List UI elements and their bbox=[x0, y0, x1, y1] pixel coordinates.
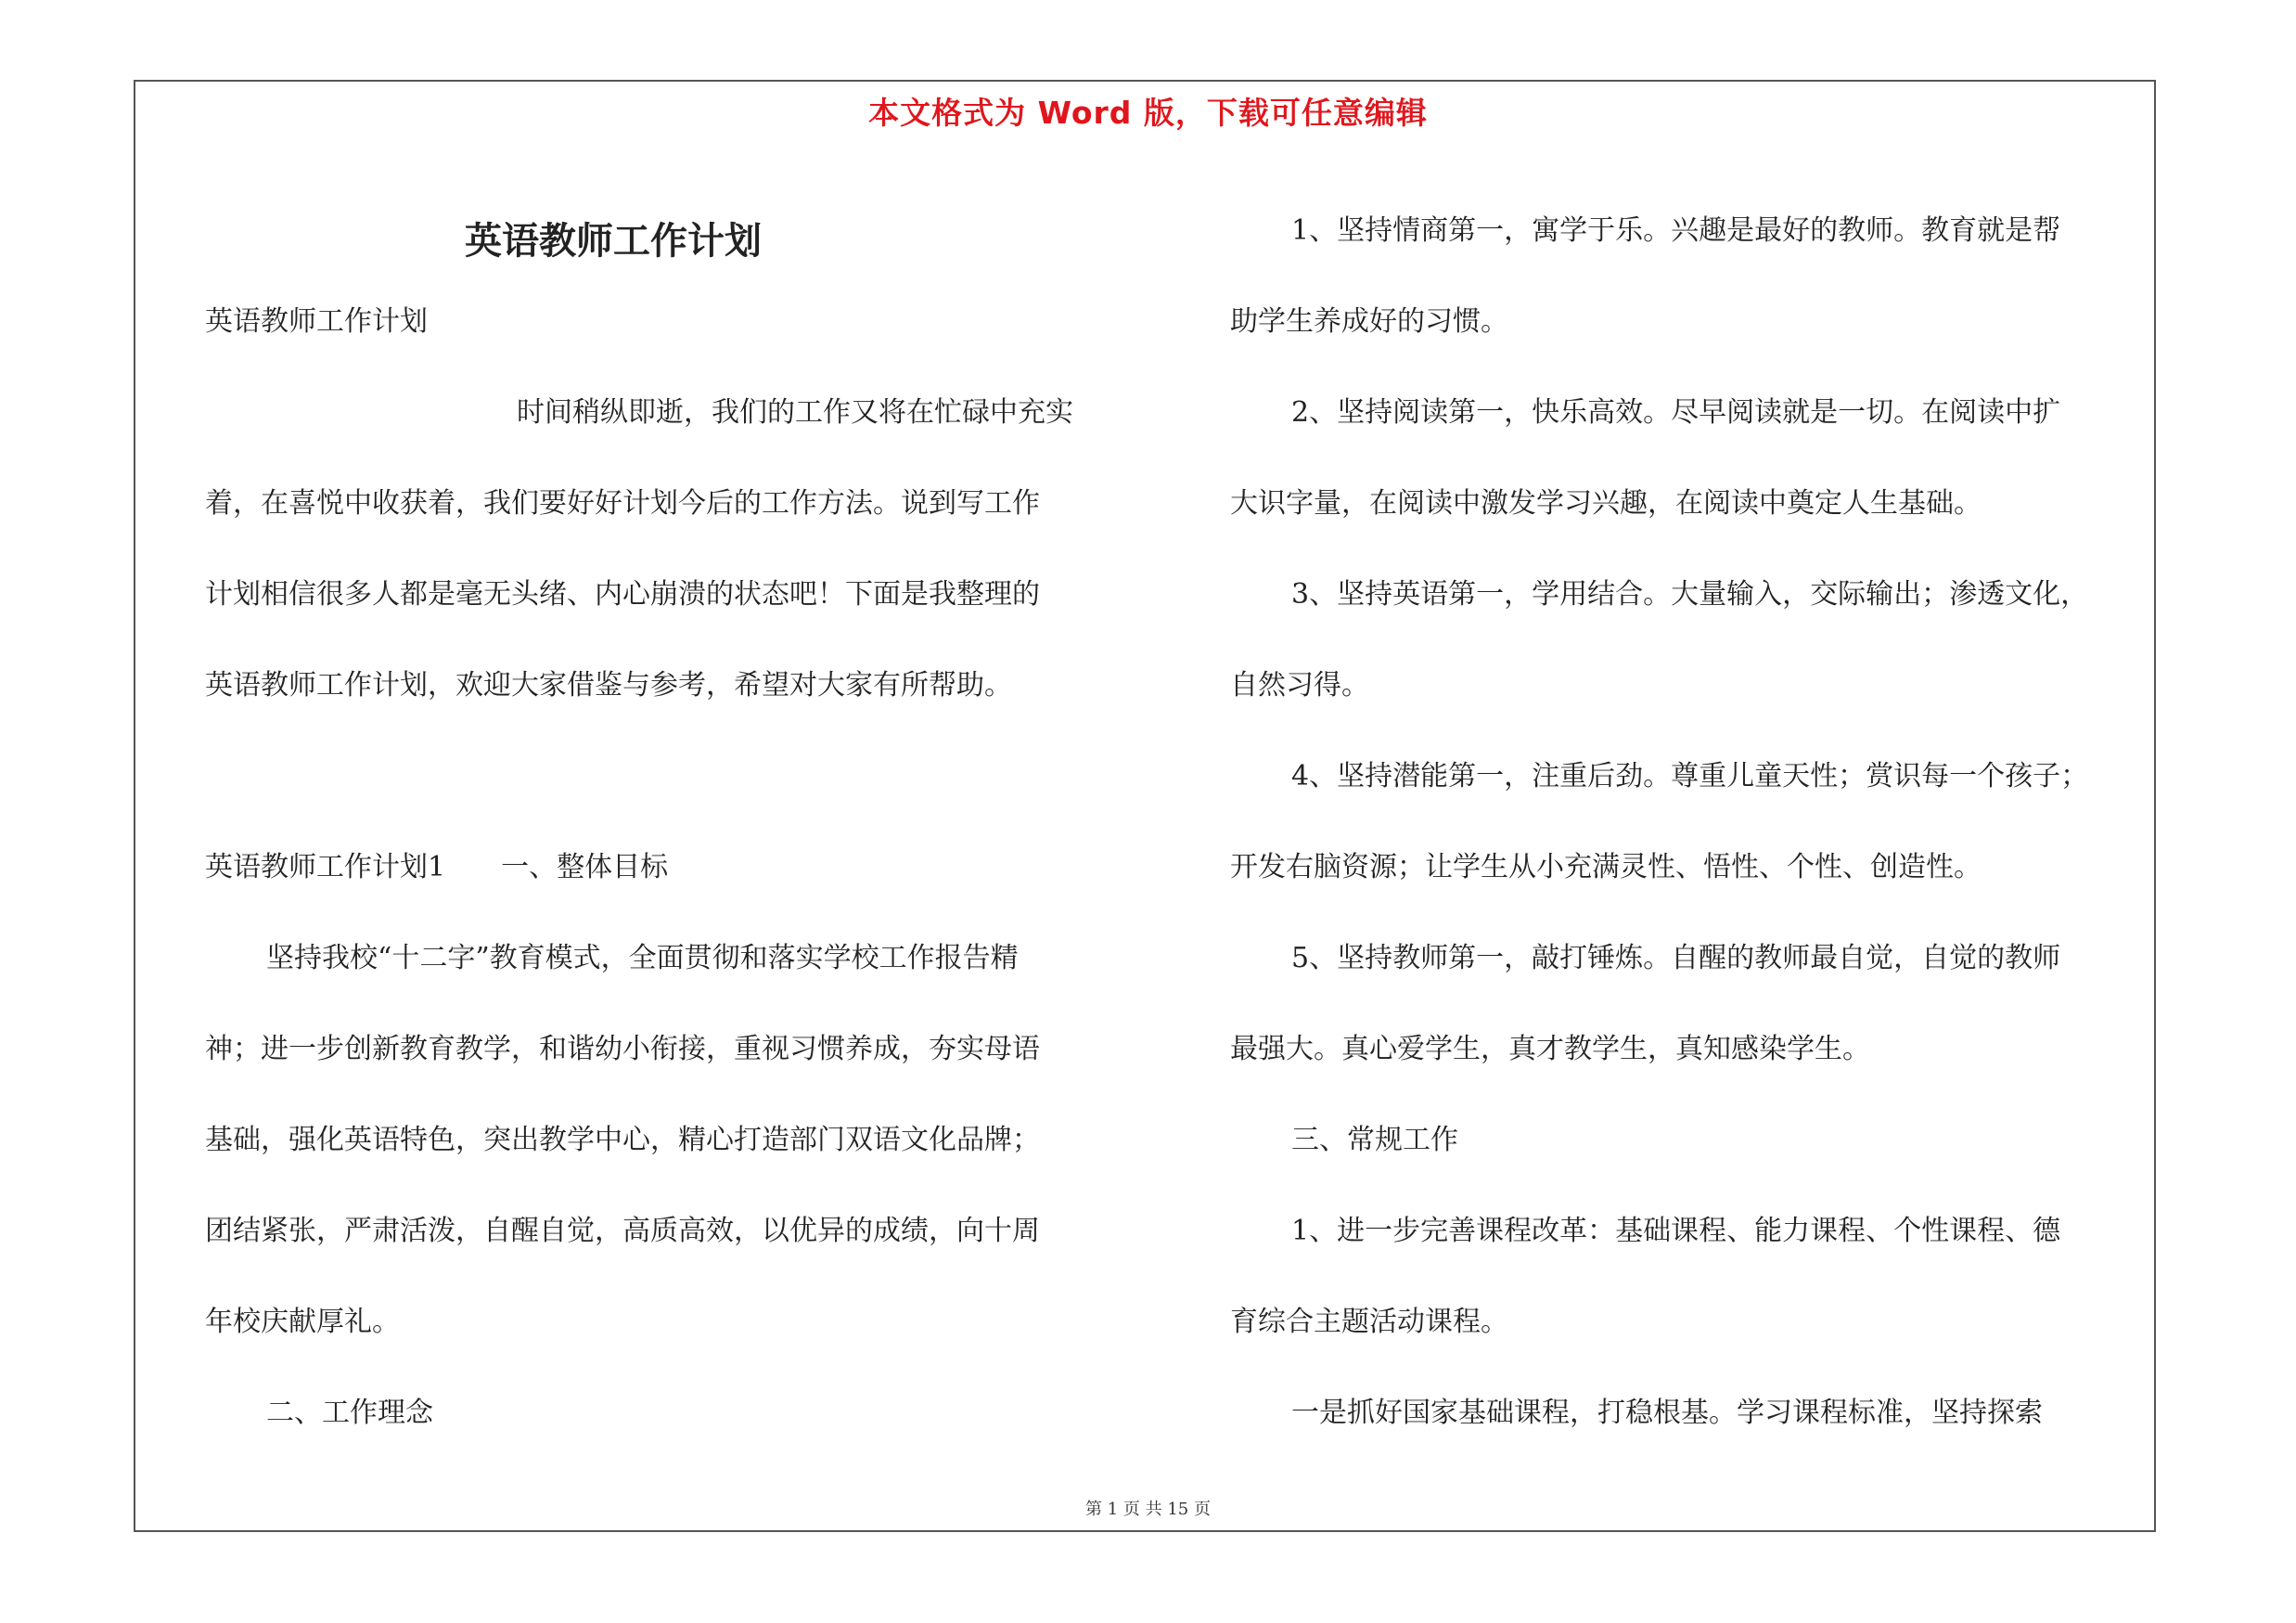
paragraph-line: 4、坚持潜能第一，注重后劲。尊重儿童天性；赏识每一个孩子； bbox=[1291, 760, 2089, 792]
paragraph-line: 开发右脑资源；让学生从小充满灵性、悟性、个性、创造性。 bbox=[1230, 851, 1982, 883]
paragraph-line: 计划相信很多人都是毫无头绪、内心崩溃的状态吧！下面是我整理的 bbox=[205, 578, 1040, 611]
paragraph-line: 着，在喜悦中收获着，我们要好好计划今后的工作方法。说到写工作 bbox=[205, 487, 1040, 520]
paragraph-line: 育综合主题活动课程。 bbox=[1230, 1306, 1508, 1338]
document-title: 英语教师工作计划 bbox=[465, 219, 762, 263]
editable-word-banner: 本文格式为 Word 版，下载可任意编辑 bbox=[868, 95, 1428, 131]
paragraph-line: 英语教师工作计划，欢迎大家借鉴与参考，希望对大家有所帮助。 bbox=[205, 669, 1012, 702]
paragraph-line: 团结紧张，严肃活泼，自醒自觉，高质高效，以优异的成绩，向十周 bbox=[205, 1215, 1040, 1247]
paragraph-line: 1、进一步完善课程改革：基础课程、能力课程、个性课程、德 bbox=[1291, 1215, 2061, 1247]
paragraph-line: 1、坚持情商第一，寓学于乐。兴趣是最好的教师。教育就是帮 bbox=[1291, 214, 2061, 247]
paragraph-line: 大识字量，在阅读中激发学习兴趣，在阅读中奠定人生基础。 bbox=[1230, 487, 1982, 520]
section-heading: 英语教师工作计划1 一、整体目标 bbox=[205, 851, 669, 883]
paragraph-line: 自然习得。 bbox=[1230, 669, 1369, 702]
section-heading: 二、工作理念 bbox=[266, 1397, 433, 1429]
subtitle-line: 英语教师工作计划 bbox=[205, 305, 428, 338]
page-number-footer: 第 1 页 共 15 页 bbox=[1085, 1500, 1211, 1519]
paragraph-line: 基础，强化英语特色，突出教学中心，精心打造部门双语文化品牌； bbox=[205, 1124, 1040, 1156]
paragraph-line: 3、坚持英语第一，学用结合。大量输入，交际输出；渗透文化， bbox=[1291, 578, 2089, 611]
paragraph-line: 5、坚持教师第一，敲打锤炼。自醒的教师最自觉，自觉的教师 bbox=[1291, 942, 2061, 974]
paragraph-line: 最强大。真心爱学生，真才教学生，真知感染学生。 bbox=[1230, 1033, 1870, 1065]
paragraph-line: 助学生养成好的习惯。 bbox=[1230, 305, 1508, 338]
paragraph-line: 2、坚持阅读第一，快乐高效。尽早阅读就是一切。在阅读中扩 bbox=[1291, 396, 2061, 429]
section-heading: 三、常规工作 bbox=[1291, 1124, 1458, 1156]
paragraph-line: 神；进一步创新教育教学，和谐幼小衔接，重视习惯养成，夯实母语 bbox=[205, 1033, 1040, 1065]
left-column bbox=[205, 186, 1133, 1459]
paragraph-line: 坚持我校“十二字”教育模式，全面贯彻和落实学校工作报告精 bbox=[266, 942, 1019, 974]
paragraph-line: 时间稍纵即逝，我们的工作又将在忙碌中充实 bbox=[517, 396, 1073, 429]
paragraph-line: 一是抓好国家基础课程，打稳根基。学习课程标准，坚持探索 bbox=[1291, 1397, 2043, 1429]
right-column bbox=[1230, 186, 2167, 1459]
paragraph-line: 年校庆献厚礼。 bbox=[205, 1306, 400, 1338]
